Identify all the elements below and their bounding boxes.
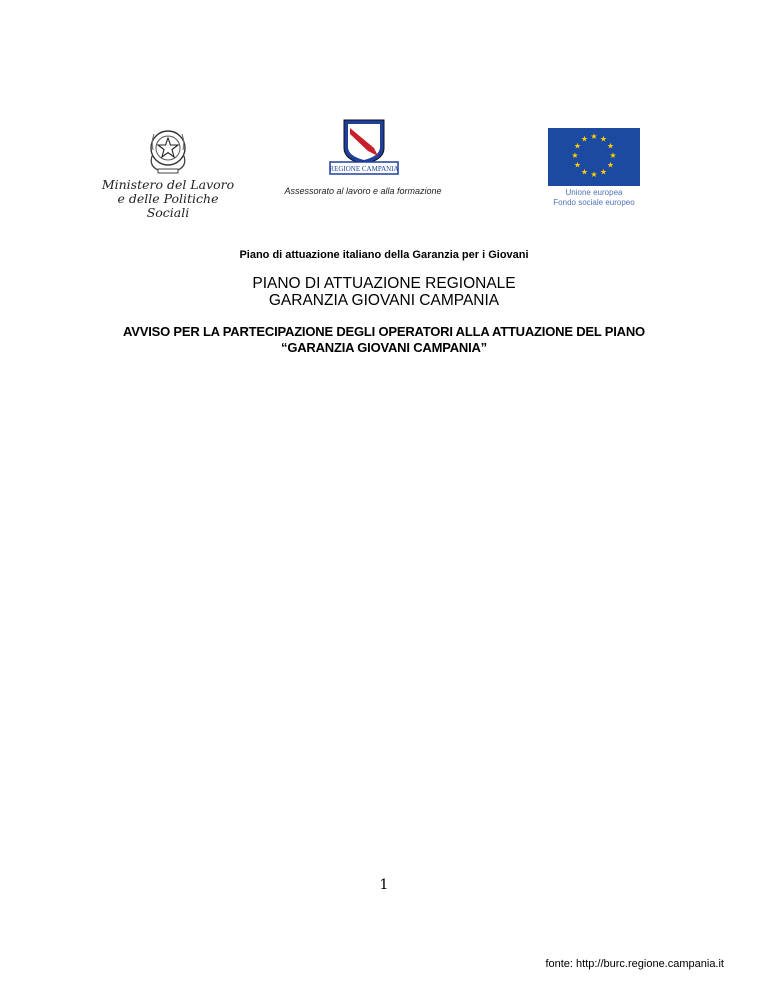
campania-coat-of-arms-icon xyxy=(328,118,400,176)
svg-text:★: ★ xyxy=(580,134,589,144)
svg-text:★: ★ xyxy=(606,141,615,151)
ministry-logo xyxy=(100,126,236,220)
svg-text:★: ★ xyxy=(599,167,608,177)
svg-text:★: ★ xyxy=(573,160,582,170)
eu-caption-line1: Unione europea xyxy=(565,188,623,197)
eu-flag-icon xyxy=(548,128,640,186)
source-footer: fonte: http://burc.regione.campania.it xyxy=(545,958,724,970)
page-number: 1 xyxy=(379,877,389,893)
region-banner-text: REGIONE CAMPANIA xyxy=(329,165,399,173)
svg-text:★: ★ xyxy=(573,141,582,151)
ministry-name xyxy=(100,178,236,220)
main-title xyxy=(0,275,768,309)
notice-title-line2: “GARANZIA GIOVANI CAMPANIA” xyxy=(281,340,487,355)
svg-text:★: ★ xyxy=(571,151,579,160)
region-caption: Assessorato al lavoro e alla formazione xyxy=(284,186,442,196)
eu-caption-line2: Fondo sociale europeo xyxy=(553,198,635,207)
plan-subtitle: Piano di attuazione italiano della Garanzia per i Giovani xyxy=(239,249,529,261)
ministry-name-line2: e delle Politiche Sociali xyxy=(117,191,219,220)
svg-text:★: ★ xyxy=(609,151,617,160)
main-title-line2: GARANZIA GIOVANI CAMPANIA xyxy=(268,292,500,309)
eu-caption xyxy=(542,188,646,208)
eu-logo xyxy=(542,126,646,208)
svg-text:★: ★ xyxy=(599,134,608,144)
svg-text:★: ★ xyxy=(590,170,598,179)
italian-emblem-icon xyxy=(146,126,190,176)
svg-text:★: ★ xyxy=(590,132,598,141)
svg-text:★: ★ xyxy=(606,160,615,170)
main-title-line1: PIANO DI ATTUAZIONE REGIONALE xyxy=(252,275,516,292)
svg-text:★: ★ xyxy=(580,167,589,177)
ministry-name-line1: Ministero del Lavoro xyxy=(101,177,235,192)
notice-title-line1: AVVISO PER LA PARTECIPAZIONE DEGLI OPERATORI ALLA ATTUAZIONE DEL PIANO xyxy=(123,324,645,339)
notice-title xyxy=(0,324,768,356)
region-logo xyxy=(328,118,400,176)
